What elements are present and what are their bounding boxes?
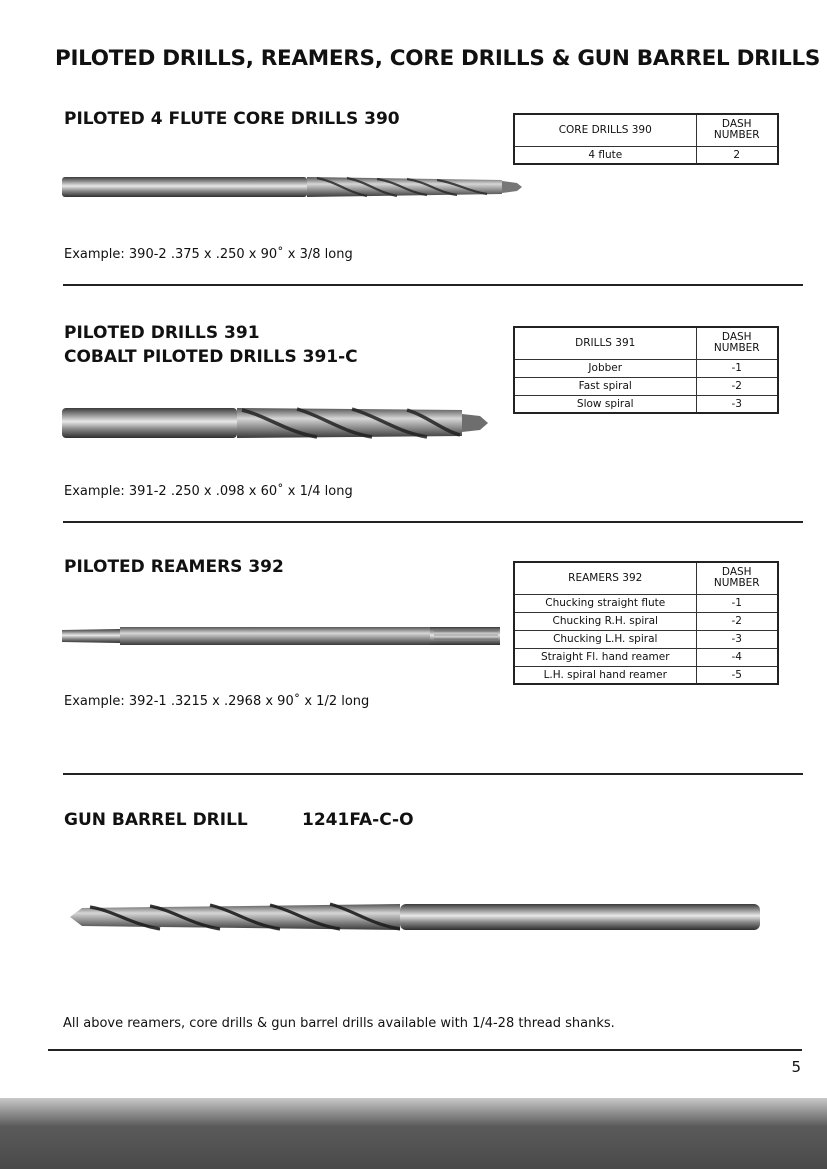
- table-row: [514, 395, 778, 413]
- number-label: NUMBER: [713, 577, 760, 590]
- row-name: Chucking R.H. spiral: [514, 612, 696, 630]
- dash-label: DASH: [721, 118, 752, 131]
- row-dash: -1: [696, 359, 778, 377]
- reamers-table: [513, 561, 779, 685]
- row-name: Straight Fl. hand reamer: [514, 648, 696, 666]
- table-row: [514, 630, 778, 648]
- table-row: [514, 359, 778, 377]
- row-name: Slow spiral: [514, 395, 696, 413]
- table-row: [514, 666, 778, 684]
- table-row: [514, 377, 778, 395]
- row-name: L.H. spiral hand reamer: [514, 666, 696, 684]
- row-name: Fast spiral: [514, 377, 696, 395]
- footnote: All above reamers, core drills & gun barrel drills available with 1/4-28 thread shanks.: [63, 1016, 615, 1031]
- row-dash: -5: [696, 666, 778, 684]
- row-name: Chucking L.H. spiral: [514, 630, 696, 648]
- table-header-product: REAMERS 392: [514, 562, 696, 594]
- example-core-drills: Example: 390-2 .375 x .250 x 90˚ x 3/8 long: [64, 247, 353, 262]
- table-row: [514, 594, 778, 612]
- row-dash: 2: [696, 146, 778, 164]
- section-divider: [63, 284, 803, 286]
- table-header-dash: [696, 327, 778, 359]
- drills-table: [513, 326, 779, 414]
- section-divider: [63, 521, 803, 523]
- row-name: Jobber: [514, 359, 696, 377]
- table-header-product: CORE DRILLS 390: [514, 114, 696, 146]
- dash-label: DASH: [721, 566, 752, 579]
- footer-divider: [48, 1049, 802, 1051]
- page-title: PILOTED DRILLS, REAMERS, CORE DRILLS & GUN BARREL DRILLS: [55, 46, 821, 71]
- dash-label: DASH: [721, 331, 752, 344]
- section-title-core-drills: PILOTED 4 FLUTE CORE DRILLS 390: [64, 109, 400, 129]
- row-dash: -4: [696, 648, 778, 666]
- scan-edge-shadow: [0, 1098, 827, 1169]
- gun-barrel-drill-icon: [70, 898, 764, 936]
- section-title-piloted-drills: PILOTED DRILLS 391: [64, 323, 260, 343]
- table-header-dash: [696, 114, 778, 146]
- example-reamers: Example: 392-1 .3215 x .2968 x 90˚ x 1/2 long: [64, 694, 370, 709]
- core-drill-icon: [62, 172, 524, 202]
- number-label: NUMBER: [713, 342, 760, 355]
- example-drills: Example: 391-2 .250 x .098 x 60˚ x 1/4 long: [64, 484, 353, 499]
- page-number: 5: [791, 1058, 801, 1076]
- row-dash: -3: [696, 395, 778, 413]
- row-name: 4 flute: [514, 146, 696, 164]
- table-row: [514, 612, 778, 630]
- number-label: NUMBER: [713, 129, 760, 142]
- table-header-product: DRILLS 391: [514, 327, 696, 359]
- table-row: [514, 146, 778, 164]
- row-dash: -1: [696, 594, 778, 612]
- reamer-icon: [62, 624, 504, 648]
- piloted-drill-icon: [62, 402, 492, 444]
- row-dash: -3: [696, 630, 778, 648]
- section-title-gun-barrel-drill: GUN BARREL DRILL: [64, 810, 248, 830]
- row-name: Chucking straight flute: [514, 594, 696, 612]
- row-dash: -2: [696, 612, 778, 630]
- table-row: [514, 648, 778, 666]
- section-divider: [63, 773, 803, 775]
- table-header-dash: [696, 562, 778, 594]
- gun-barrel-part-number: 1241FA-C-O: [302, 810, 414, 830]
- core-drills-table: [513, 113, 779, 165]
- section-title-reamers: PILOTED REAMERS 392: [64, 557, 284, 577]
- section-title-cobalt-drills: COBALT PILOTED DRILLS 391-C: [64, 347, 358, 367]
- row-dash: -2: [696, 377, 778, 395]
